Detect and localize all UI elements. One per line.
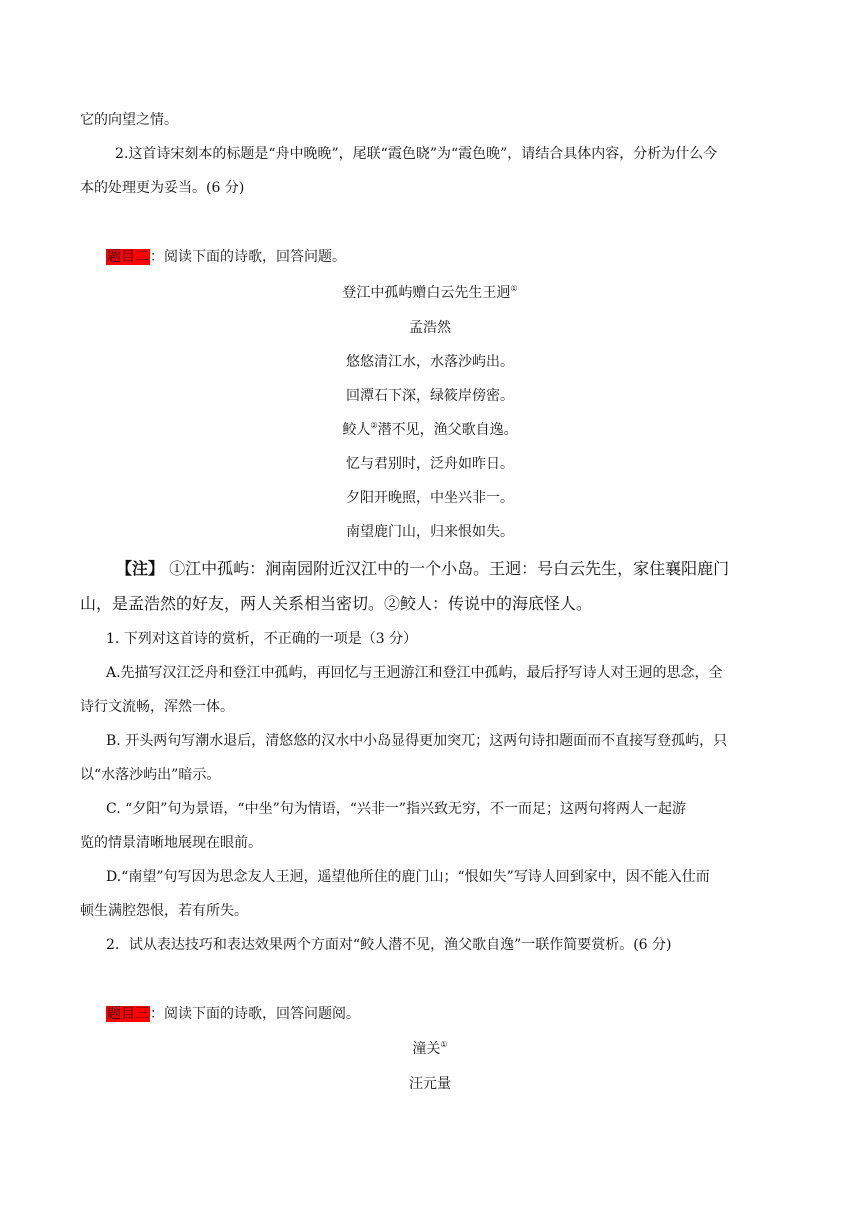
section-3-heading	[106, 1004, 360, 1024]
footnote-marker: ①	[440, 1040, 448, 1049]
poem-verse: 回潭石下深，绿筱岸傍密。	[346, 388, 514, 404]
poem-author: 汪元量	[409, 1076, 451, 1092]
continued-text: 它的向望之情。	[80, 112, 178, 128]
option-c-line1: C. “夕阳”句为景语，“中坐”句为情语，“兴非一”指兴致无穷，不一而足；这两句将两人一起游	[106, 801, 687, 817]
section-3-tag: 题目三	[107, 1006, 149, 1022]
question-2: 2．试从表达技巧和表达效果两个方面对“鲛人潜不见，渔父歌自逸”一联作简要赏析。(6 分)	[106, 937, 672, 953]
section-2-tag: 题目二	[107, 249, 149, 265]
option-b-line2: 以“水落沙屿出”暗示。	[80, 767, 221, 783]
option-b-line1: B. 开头两句写潮水退后，清悠悠的汉水中小岛显得更加突兀；这两句诗扣题面而不直接写登孤屿，只	[106, 733, 728, 749]
question-2-line1: 2.这首诗宋刻本的标题是“舟中晚晚”，尾联“霞色晓”为“霞色晚”，请结合具体内容，分析为什么今	[115, 146, 718, 162]
section-2-heading	[106, 247, 346, 267]
poem-author: 孟浩然	[409, 320, 451, 336]
footnote-marker: ①	[510, 284, 518, 293]
poem-verse: 忆与君别时，泛舟如昨日。	[346, 456, 514, 472]
annotation-line1: 【注】 ①江中孤屿：涧南园附近汉江中的一个小岛。王迥：号白云先生，家住襄阳鹿门	[116, 559, 730, 578]
option-c-line2: 览的情景清晰地展现在眼前。	[80, 835, 262, 851]
poem-verse: 夕阳开晚照，中坐兴非一。	[346, 490, 514, 506]
poem-title: 登江中孤屿赠白云先生王迥①	[342, 284, 518, 301]
section-3-intro: ：阅读下面的诗歌，回答问题阅。	[150, 1006, 360, 1022]
poem-verse: 南望鹿门山，归来恨如失。	[346, 524, 514, 540]
option-a-line1: A.先描写汉江泛舟和登江中孤屿，再回忆与王迥游江和登江中孤屿，最后抒写诗人对王迥的思念，全	[106, 665, 723, 681]
poem-verse: 鲛人②潜不见，渔父歌自逸。	[342, 421, 518, 438]
poem-title: 潼关①	[412, 1040, 448, 1057]
option-d-line1: D.“南望”句写因为思念友人王迥，遥望他所住的鹿门山；“恨如失”写诗人回到家中，因不能入仕而	[106, 869, 710, 885]
poem-verse: 悠悠清江水，水落沙屿出。	[346, 354, 514, 370]
annotation-line2: 山，是孟浩然的好友，两人关系相当密切。②鲛人：传说中的海底怪人。	[80, 594, 593, 613]
question-2-line2: 本的处理更为妥当。(6 分)	[80, 180, 245, 196]
footnote-marker: ②	[370, 421, 378, 430]
annotation-label: 【注】	[116, 559, 165, 578]
question-1-stem: 1. 下列对这首诗的赏析，不正确的一项是（3 分）	[106, 631, 418, 647]
option-d-line2: 顿生满腔怨恨，若有所失。	[80, 903, 248, 919]
section-2-intro: ：阅读下面的诗歌，回答问题。	[150, 249, 346, 265]
option-a-line2: 诗行文流畅，浑然一体。	[80, 699, 234, 715]
